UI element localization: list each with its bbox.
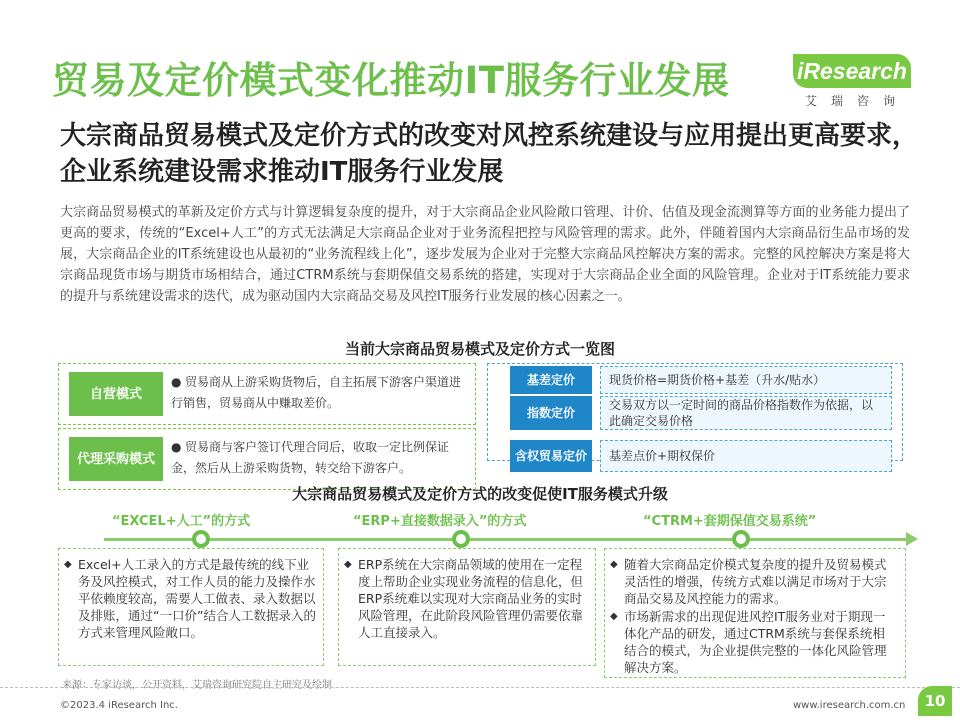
section1-title: 当前大宗商品贸易模式及定价方式一览图	[344, 340, 615, 358]
timeline-line	[104, 538, 914, 541]
phase-item-text: 市场新需求的出现促进风控IT服务业对于期现一体化产品的研发，通过CTRM系统与套保系统相结合的模式，为企业提供完整的一体化风险管理解决方案。	[624, 609, 887, 675]
phase-item-text: 随着大宗商品定价模式复杂度的提升及贸易模式灵活性的增强，传统方式难以满足市场对于大宗商品交易及风控能力的需求。	[624, 557, 887, 606]
iresearch-logo	[793, 54, 911, 109]
trade-mode-label: 自营模式	[69, 372, 163, 416]
timeline-arrow-icon	[906, 532, 918, 546]
pricing-label: 指数定价	[510, 396, 592, 430]
trade-mode-text	[171, 372, 469, 414]
pricing-label: 含权贸易定价	[510, 440, 592, 472]
trade-mode-box	[58, 428, 476, 490]
page-subtitle: 大宗商品贸易模式及定价方式的改变对风控系统建设与应用提出更高要求，企业系统建设需求推动IT服务行业发展	[60, 121, 919, 187]
phase-column	[344, 556, 594, 642]
trade-mode-text	[171, 437, 469, 479]
bullet-icon: ●	[171, 375, 182, 389]
page-number: 10	[918, 686, 952, 716]
trade-mode-desc: 贸易商与客户签订代理合同后，收取一定比例保证金，然后从上游采购货物，转交给下游客户。	[171, 440, 450, 475]
pricing-label: 基差定价	[510, 366, 592, 394]
logo-brand: iResearch	[793, 54, 911, 88]
pricing-text: 基差点价+期权保价	[600, 440, 892, 472]
phase-label: “ERP+直接数据录入”的方式	[353, 514, 527, 529]
timeline-node	[732, 530, 750, 548]
bullet-icon: ●	[171, 440, 182, 454]
trade-mode-desc: 贸易商从上游采购货物后，自主拓展下游客户渠道进行销售，贸易商从中赚取差价。	[171, 375, 462, 410]
phase-label: “EXCEL+人工”的方式	[112, 514, 251, 529]
trade-mode-label: 代理采购模式	[69, 437, 163, 481]
phase-column	[64, 556, 320, 642]
phase-column	[610, 556, 888, 677]
pricing-text: 交易双方以一定时间的商品价格指数作为依据，以此确定交易价格	[600, 396, 892, 430]
pricing-text: 现货价格=期货价格+基差（升水/贴水）	[600, 366, 892, 394]
trade-mode-box	[58, 363, 476, 425]
diamond-bullet-icon: ◆	[344, 559, 352, 570]
phase-item	[610, 556, 888, 607]
phase-label: “CTRM+套期保值交易系统”	[643, 514, 817, 529]
phase-item	[610, 608, 888, 676]
logo-subtext: 艾瑞咨询	[804, 94, 909, 108]
website-link[interactable]: www.iresearch.com.cn	[793, 700, 906, 711]
diamond-bullet-icon: ◆	[610, 611, 618, 622]
timeline-node	[192, 530, 210, 548]
diamond-bullet-icon: ◆	[64, 559, 72, 570]
diamond-bullet-icon: ◆	[610, 559, 618, 570]
section2-title: 大宗商品贸易模式及定价方式的改变促使IT服务模式升级	[292, 485, 668, 503]
copyright-text: ©2023.4 iResearch Inc.	[60, 700, 178, 711]
phase-item-text: ERP系统在大宗商品领域的使用在一定程度上帮助企业实现业务流程的信息化，但ERP系统难以实现对大宗商品业务的实时风险管理，在此阶段风险管理仍需要依靠人工直接录入。	[358, 557, 584, 640]
timeline-node	[452, 530, 470, 548]
phase-item	[64, 556, 320, 641]
phase-item	[344, 556, 594, 641]
intro-paragraph: 大宗商品贸易模式的革新及定价方式与计算逻辑复杂度的提升，对于大宗商品企业风险敞口管理、计价、估值及现金流测算等方面的业务能力提出了更高的要求，传统的“Excel+人工”的方式无法满足大宗商品企业对于业务流程把控与风险管理的需求。此外，伴随着国内大宗商品衍生品市场的发展，大宗商品企业的IT系统建设也从最初的“业务流程线上化”，逐步发展为企业对于完整大宗商品风控解决方案的需求。完整的风控解决方案是将大宗商品现货市场与期货市场相结合，通过CTRM系统与套期保值交易系统的搭建，实现对于大宗商品企业全面的风险管理。企业对于IT系统能力要求的提升与系统建设需求的迭代，成为驱动国内大宗商品交易及风控IT服务行业发展的核心因素之一。	[60, 205, 910, 304]
source-note: 来源：专家访谈，公开资料，艾瑞咨询研究院自主研究及绘制	[62, 680, 332, 691]
phase-item-text: Excel+人工录入的方式是最传统的线下业务及风控模式，对工作人员的能力及操作水平依赖度较高，需要人工做表、录入数据以及排账，通过“一口价”结合人工数据录入的方式来管理风险敞口。	[78, 557, 316, 640]
page-title: 贸易及定价模式变化推动IT服务行业发展	[52, 59, 730, 102]
